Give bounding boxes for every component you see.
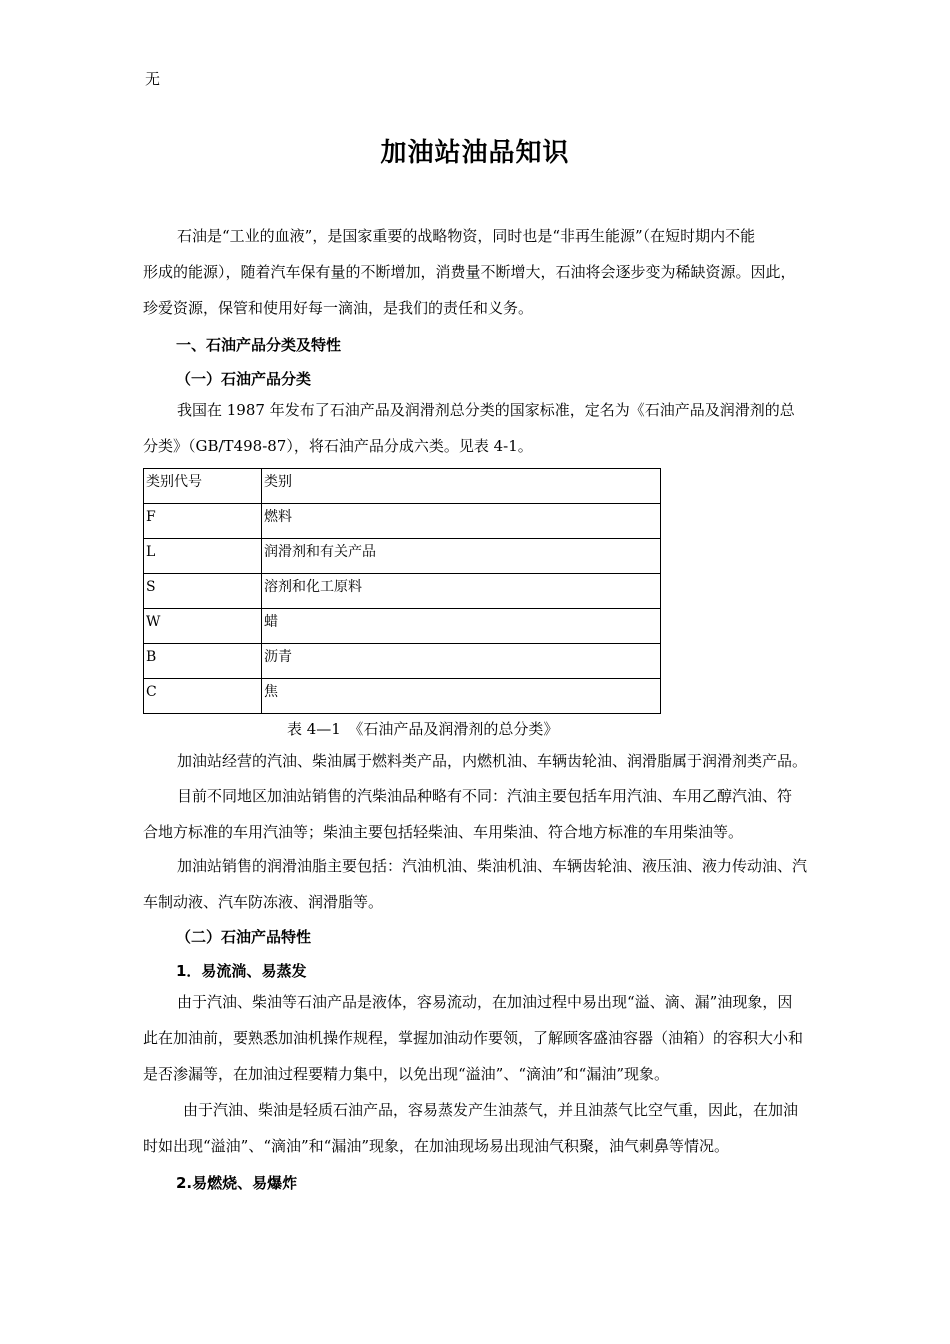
table-row: [144, 539, 661, 574]
intro-paragraph: [143, 218, 850, 326]
lubricants-line-1: 加油站销售的润滑油脂主要包括：汽油机油、柴油机油、车辆齿轮油、液压油、液力传动油、汽: [177, 857, 808, 875]
lubricants-line-2: 车制动液、汽车防冻液、润滑脂等。: [143, 893, 384, 911]
station-products-paragraph: 加油站经营的汽油、柴油属于燃料类产品，内燃机油、车辆齿轮油、润滑脂属于润滑剂类产品。: [177, 752, 808, 770]
table-row: [144, 679, 661, 714]
table-cell-code: C: [144, 679, 262, 714]
table-cell-category: 蜡: [262, 609, 661, 644]
item-heading-1: 1．易流淌、易蒸发: [176, 962, 307, 980]
intro-line-3: 珍爱资源，保管和使用好每一滴油，是我们的责任和义务。: [143, 299, 534, 317]
standard-line-2: 分类》（GB/T498-87），将石油产品分成六类。见表 4-1。: [143, 437, 533, 455]
table-row: [144, 574, 661, 609]
table-row: [144, 609, 661, 644]
intro-line-2: 形成的能源），随着汽车保有量的不断增加，消费量不断增大，石油将会逐步变为稀缺资源。因此，: [143, 263, 796, 281]
table-cell-category: 溶剂和化工原料: [262, 574, 661, 609]
table-caption: 表 4—1 《石油产品及润滑剂的总分类》: [287, 720, 559, 738]
table-cell-category: 焦: [262, 679, 661, 714]
table-cell-code: F: [144, 504, 262, 539]
flow-line-1: 由于汽油、柴油等石油产品是液体，容易流动，在加油过程中易出现“溢、滴、漏”油现象，因: [177, 993, 793, 1011]
regional-line-2: 合地方标准的车用汽油等；柴油主要包括轻柴油、车用柴油、符合地方标准的车用柴油等。: [143, 823, 744, 841]
table-row: [144, 644, 661, 679]
item-heading-2: 2.易燃烧、易爆炸: [176, 1174, 298, 1192]
flow-paragraph: [143, 984, 850, 1092]
subsection-heading-1: （一）石油产品分类: [176, 370, 312, 388]
table-cell-category: 燃料: [262, 504, 661, 539]
table-header-cell: 类别: [262, 469, 661, 504]
table-cell-code: W: [144, 609, 262, 644]
table-row: [144, 504, 661, 539]
table-header-row: [144, 469, 661, 504]
evaporation-line-2: 时如出现“溢油”、“滴油”和“漏油”现象，在加油现场易出现油气积聚，油气刺鼻等情况。: [143, 1137, 730, 1155]
section-heading-1: 一、石油产品分类及特性: [176, 336, 342, 354]
standard-line-1: 我国在 1987 年发布了石油产品及润滑剂总分类的国家标准，定名为《石油产品及润滑剂的总: [177, 401, 795, 419]
lubricants-paragraph: [143, 848, 850, 920]
intro-line-1: 石油是“工业的血液”，是国家重要的战略物资，同时也是“非再生能源”（在短时期内不能: [177, 227, 756, 245]
table-cell-category: 润滑剂和有关产品: [262, 539, 661, 574]
table-header-cell: 类别代号: [144, 469, 262, 504]
table-cell-category: 沥青: [262, 644, 661, 679]
subsection-heading-2: （二）石油产品特性: [176, 928, 312, 946]
classification-table: [143, 468, 661, 714]
flow-line-3: 是否渗漏等，在加油过程要精力集中，以免出现“溢油”、“滴油”和“漏油”现象。: [143, 1065, 670, 1083]
regional-varieties-paragraph: [143, 778, 850, 850]
table-cell-code: S: [144, 574, 262, 609]
table-cell-code: B: [144, 644, 262, 679]
flow-line-2: 此在加油前，要熟悉加油机操作规程，掌握加油动作要领，了解顾客盛油容器（油箱）的容积大小和: [143, 1029, 804, 1047]
evaporation-line-1: 由于汽油、柴油是轻质石油产品，容易蒸发产生油蒸气，并且油蒸气比空气重，因此，在加油: [183, 1101, 799, 1119]
header-note: 无: [145, 70, 161, 88]
regional-line-1: 目前不同地区加油站销售的汽柴油品种略有不同：汽油主要包括车用汽油、车用乙醇汽油、符: [177, 787, 793, 805]
table-cell-code: L: [144, 539, 262, 574]
standard-paragraph: [143, 392, 850, 464]
evaporation-paragraph: [143, 1092, 850, 1164]
document-title: 加油站油品知识: [380, 138, 570, 168]
